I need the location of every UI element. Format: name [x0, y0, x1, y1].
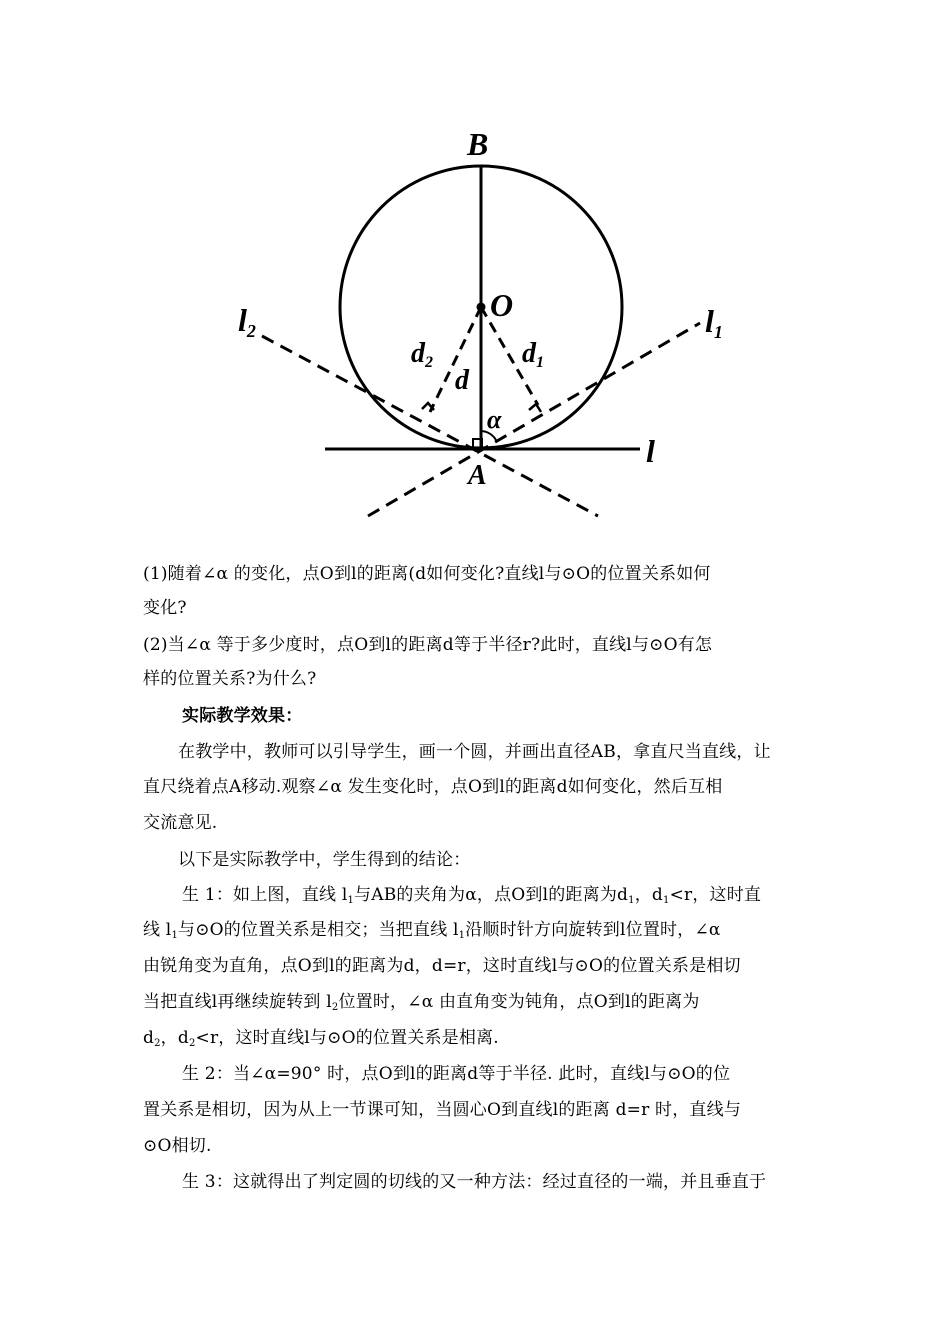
question-2-line-1: (2)当∠α 等于多少度时，点O到l的距离d等于半径r?此时，直线l与⊙O有怎: [143, 635, 713, 655]
paragraph-1-line-1: 在教学中，教师可以引导学生，画一个圆，并画出直径AB，拿直尺当直线，让: [178, 742, 771, 762]
distance-d2-line: [430, 307, 481, 412]
geometry-figure: [0, 0, 950, 540]
paragraph-2-line-1: 以下是实际教学中，学生得到的结论：: [178, 850, 471, 870]
student-3-line-1: 生 3：这就得出了判定圆的切线的又一种方法：经过直径的一端，并且垂直于: [182, 1172, 767, 1192]
label-l2: l2: [238, 302, 256, 341]
label-d2: d2: [411, 338, 433, 371]
student-1-line-3: 由锐角变为直角，点O到l的距离为d，d=r，这时直线l与⊙O的位置关系是相切: [143, 956, 741, 976]
label-l: l: [646, 433, 655, 469]
student-2-line-3: ⊙O相切.: [143, 1136, 212, 1156]
label-o: O: [490, 287, 514, 323]
student-1-line-5: $d_2$，$d_2<r$，这时直线l与⊙O的位置关系是相离.: [143, 1028, 499, 1049]
label-b: B: [467, 126, 489, 162]
label-l1: l1: [705, 303, 723, 342]
student-2-line-2: 置关系是相切，因为从上一节课可知，当圆心O到直线l的距离 d=r 时，直线与: [143, 1100, 742, 1120]
student-1-line-4: 当把直线l再继续旋转到 $l_2$位置时，∠α 由直角变为钝角，点O到l的距离为: [143, 992, 700, 1013]
student-1-line-1: 生 1：如上图，直线 $l_1$与AB的夹角为α，点O到l的距离为$d_1$，$d_1<r$，这时直: [182, 885, 762, 906]
question-1-line-1: (1)随着∠α 的变化，点O到l的距离(d如何变化?直线l与⊙O的位置关系如何: [143, 564, 711, 584]
center-point-o: [477, 303, 486, 312]
right-angle-mark-d1: [529, 404, 541, 412]
section-heading: 实际教学效果：: [182, 706, 303, 726]
student-2-line-1: 生 2：当∠α=90° 时，点O到l的距离d等于半径. 此时，直线l与⊙O的位: [182, 1064, 731, 1084]
label-d1: d1: [522, 338, 544, 371]
question-1-line-2: 变化?: [143, 598, 187, 618]
label-alpha: α: [487, 405, 502, 434]
label-a: A: [468, 460, 487, 491]
question-2-line-2: 样的位置关系?为什么?: [143, 669, 317, 689]
paragraph-1-line-3: 交流意见.: [143, 813, 218, 833]
label-d: d: [455, 365, 469, 396]
paragraph-1-line-2: 直尺绕着点A移动.观察∠α 发生变化时，点O到l的距离d如何变化，然后互相: [143, 777, 723, 797]
student-1-line-2: 线 $l_1$与⊙O的位置关系是相交；当把直线 $l_1$沿顺时针方向旋转到l位置时，∠α: [143, 920, 721, 941]
